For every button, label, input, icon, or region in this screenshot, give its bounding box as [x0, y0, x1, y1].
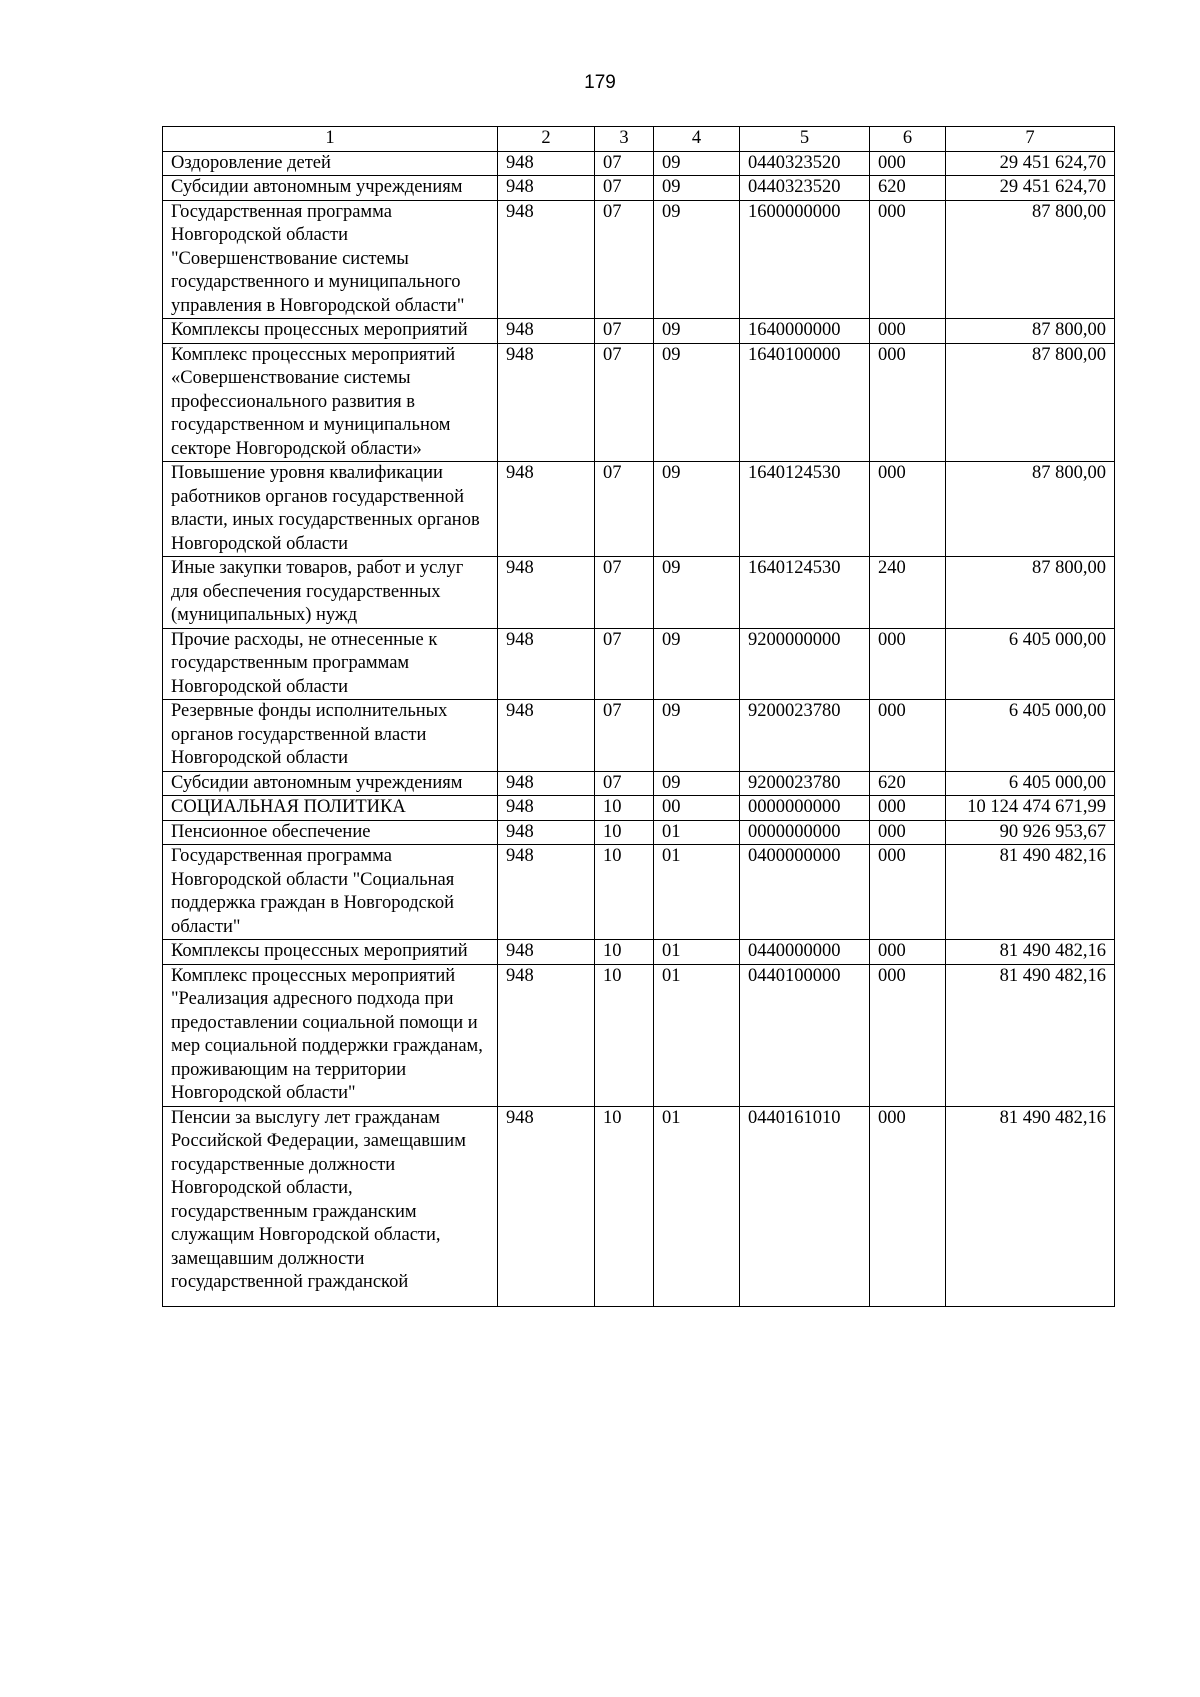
- row-section-cell: 07: [595, 200, 654, 319]
- table-row: [163, 462, 1115, 557]
- row-section-cell: 10: [595, 964, 654, 1106]
- row-subsection-cell: 00: [654, 796, 740, 821]
- row-amount-cell: 81 490 482,16: [946, 964, 1115, 1106]
- row-subsection-cell: 09: [654, 200, 740, 319]
- row-target-article-cell: 0000000000: [740, 820, 870, 845]
- row-target-article-cell: 1640100000: [740, 343, 870, 462]
- row-target-article-cell: 1600000000: [740, 200, 870, 319]
- row-target-article-cell: 0000000000: [740, 796, 870, 821]
- row-name-cell: Комплексы процессных мероприятий: [163, 319, 498, 344]
- table-row: [163, 845, 1115, 940]
- table-row: [163, 796, 1115, 821]
- row-ministry-code-cell: 948: [498, 176, 595, 201]
- row-expense-type-cell: 000: [870, 151, 946, 176]
- table-row: [163, 700, 1115, 772]
- row-target-article-cell: 9200023780: [740, 700, 870, 772]
- row-target-article-cell: 9200023780: [740, 771, 870, 796]
- row-name-cell: Оздоровление детей: [163, 151, 498, 176]
- column-header: 6: [870, 127, 946, 152]
- row-target-article-cell: 0440000000: [740, 940, 870, 965]
- row-name-cell: Пенсионное обеспечение: [163, 820, 498, 845]
- column-header: 7: [946, 127, 1115, 152]
- row-name-cell: Иные закупки товаров, работ и услуг для обеспечения государственных (муниципальных) нужд: [163, 557, 498, 629]
- row-amount-cell: 29 451 624,70: [946, 176, 1115, 201]
- row-amount-cell: 87 800,00: [946, 319, 1115, 344]
- row-subsection-cell: 09: [654, 176, 740, 201]
- row-amount-cell: 6 405 000,00: [946, 700, 1115, 772]
- row-subsection-cell: 09: [654, 557, 740, 629]
- row-subsection-cell: 01: [654, 1106, 740, 1306]
- row-name-cell: Резервные фонды исполнительных органов государственной власти Новгородской области: [163, 700, 498, 772]
- row-target-article-cell: 0440161010: [740, 1106, 870, 1306]
- row-amount-cell: 81 490 482,16: [946, 1106, 1115, 1306]
- row-ministry-code-cell: 948: [498, 940, 595, 965]
- table-row: [163, 319, 1115, 344]
- row-section-cell: 07: [595, 319, 654, 344]
- row-section-cell: 10: [595, 820, 654, 845]
- row-amount-cell: 6 405 000,00: [946, 771, 1115, 796]
- table-row: [163, 940, 1115, 965]
- row-expense-type-cell: 000: [870, 1106, 946, 1306]
- budget-table: [162, 126, 1115, 1307]
- row-section-cell: 07: [595, 176, 654, 201]
- row-ministry-code-cell: 948: [498, 343, 595, 462]
- table-row: [163, 771, 1115, 796]
- row-subsection-cell: 09: [654, 343, 740, 462]
- row-expense-type-cell: 000: [870, 964, 946, 1106]
- row-expense-type-cell: 000: [870, 700, 946, 772]
- row-subsection-cell: 01: [654, 940, 740, 965]
- row-name-cell: Государственная программа Новгородской области "Совершенствование системы государственного и муниципального управления в Новгородской области": [163, 200, 498, 319]
- row-expense-type-cell: 000: [870, 628, 946, 700]
- row-ministry-code-cell: 948: [498, 151, 595, 176]
- row-expense-type-cell: 620: [870, 771, 946, 796]
- row-ministry-code-cell: 948: [498, 557, 595, 629]
- row-section-cell: 10: [595, 940, 654, 965]
- row-name-cell: Субсидии автономным учреждениям: [163, 771, 498, 796]
- row-subsection-cell: 09: [654, 700, 740, 772]
- row-name-cell: Субсидии автономным учреждениям: [163, 176, 498, 201]
- page-number: 179: [584, 72, 616, 93]
- table-row: [163, 628, 1115, 700]
- row-subsection-cell: 09: [654, 771, 740, 796]
- row-name-cell: Государственная программа Новгородской области "Социальная поддержка граждан в Новгородской области": [163, 845, 498, 940]
- row-amount-cell: 87 800,00: [946, 557, 1115, 629]
- row-expense-type-cell: 000: [870, 796, 946, 821]
- row-section-cell: 10: [595, 796, 654, 821]
- row-amount-cell: 6 405 000,00: [946, 628, 1115, 700]
- row-name-cell: Комплексы процессных мероприятий: [163, 940, 498, 965]
- row-section-cell: 07: [595, 557, 654, 629]
- row-expense-type-cell: 240: [870, 557, 946, 629]
- row-section-cell: 07: [595, 462, 654, 557]
- row-ministry-code-cell: 948: [498, 319, 595, 344]
- row-expense-type-cell: 000: [870, 820, 946, 845]
- table-row: [163, 151, 1115, 176]
- row-name-cell: Пенсии за выслугу лет гражданам Российской Федерации, замещавшим государственные должности Новгородской области, государственным гражданским служащим Новгородской области, замещавшим должности государственной гражданской: [163, 1106, 498, 1306]
- row-ministry-code-cell: 948: [498, 462, 595, 557]
- row-target-article-cell: 1640124530: [740, 557, 870, 629]
- row-ministry-code-cell: 948: [498, 771, 595, 796]
- row-name-cell: СОЦИАЛЬНАЯ ПОЛИТИКА: [163, 796, 498, 821]
- table-header-row: [163, 127, 1115, 152]
- column-header: 5: [740, 127, 870, 152]
- table-row: [163, 820, 1115, 845]
- row-section-cell: 07: [595, 151, 654, 176]
- row-ministry-code-cell: 948: [498, 845, 595, 940]
- column-header: 2: [498, 127, 595, 152]
- row-ministry-code-cell: 948: [498, 820, 595, 845]
- row-section-cell: 10: [595, 1106, 654, 1306]
- row-expense-type-cell: 000: [870, 845, 946, 940]
- row-name-cell: Комплекс процессных мероприятий «Совершенствование системы профессионального развития в государственном и муниципальном секторе Новгородской области»: [163, 343, 498, 462]
- row-ministry-code-cell: 948: [498, 1106, 595, 1306]
- row-target-article-cell: 9200000000: [740, 628, 870, 700]
- row-amount-cell: 87 800,00: [946, 200, 1115, 319]
- row-expense-type-cell: 000: [870, 319, 946, 344]
- row-ministry-code-cell: 948: [498, 796, 595, 821]
- row-subsection-cell: 01: [654, 820, 740, 845]
- row-section-cell: 07: [595, 343, 654, 462]
- row-subsection-cell: 09: [654, 628, 740, 700]
- row-target-article-cell: 0440323520: [740, 151, 870, 176]
- table-row: [163, 964, 1115, 1106]
- row-amount-cell: 87 800,00: [946, 462, 1115, 557]
- row-name-cell: Прочие расходы, не отнесенные к государственным программам Новгородской области: [163, 628, 498, 700]
- row-amount-cell: 87 800,00: [946, 343, 1115, 462]
- row-amount-cell: 81 490 482,16: [946, 845, 1115, 940]
- row-ministry-code-cell: 948: [498, 964, 595, 1106]
- row-ministry-code-cell: 948: [498, 700, 595, 772]
- column-header: 1: [163, 127, 498, 152]
- column-header: 3: [595, 127, 654, 152]
- row-ministry-code-cell: 948: [498, 200, 595, 319]
- row-name-cell: Повышение уровня квалификации работников органов государственной власти, иных государственных органов Новгородской области: [163, 462, 498, 557]
- table-row: [163, 343, 1115, 462]
- row-section-cell: 07: [595, 628, 654, 700]
- row-ministry-code-cell: 948: [498, 628, 595, 700]
- table-row: [163, 200, 1115, 319]
- row-amount-cell: 90 926 953,67: [946, 820, 1115, 845]
- row-section-cell: 10: [595, 845, 654, 940]
- row-expense-type-cell: 000: [870, 940, 946, 965]
- row-target-article-cell: 0440323520: [740, 176, 870, 201]
- column-header: 4: [654, 127, 740, 152]
- row-target-article-cell: 1640000000: [740, 319, 870, 344]
- row-amount-cell: 10 124 474 671,99: [946, 796, 1115, 821]
- row-subsection-cell: 09: [654, 319, 740, 344]
- row-subsection-cell: 09: [654, 151, 740, 176]
- table-row: [163, 176, 1115, 201]
- row-target-article-cell: 1640124530: [740, 462, 870, 557]
- row-target-article-cell: 0400000000: [740, 845, 870, 940]
- row-expense-type-cell: 000: [870, 343, 946, 462]
- row-subsection-cell: 01: [654, 964, 740, 1106]
- row-section-cell: 07: [595, 771, 654, 796]
- table-row: [163, 1106, 1115, 1306]
- row-expense-type-cell: 000: [870, 200, 946, 319]
- row-name-cell: Комплекс процессных мероприятий "Реализация адресного подхода при предоставлении социальной помощи и мер социальной поддержки гражданам, проживающим на территории Новгородской области": [163, 964, 498, 1106]
- row-section-cell: 07: [595, 700, 654, 772]
- row-amount-cell: 81 490 482,16: [946, 940, 1115, 965]
- row-expense-type-cell: 620: [870, 176, 946, 201]
- row-subsection-cell: 01: [654, 845, 740, 940]
- row-subsection-cell: 09: [654, 462, 740, 557]
- row-amount-cell: 29 451 624,70: [946, 151, 1115, 176]
- row-expense-type-cell: 000: [870, 462, 946, 557]
- table-row: [163, 557, 1115, 629]
- row-target-article-cell: 0440100000: [740, 964, 870, 1106]
